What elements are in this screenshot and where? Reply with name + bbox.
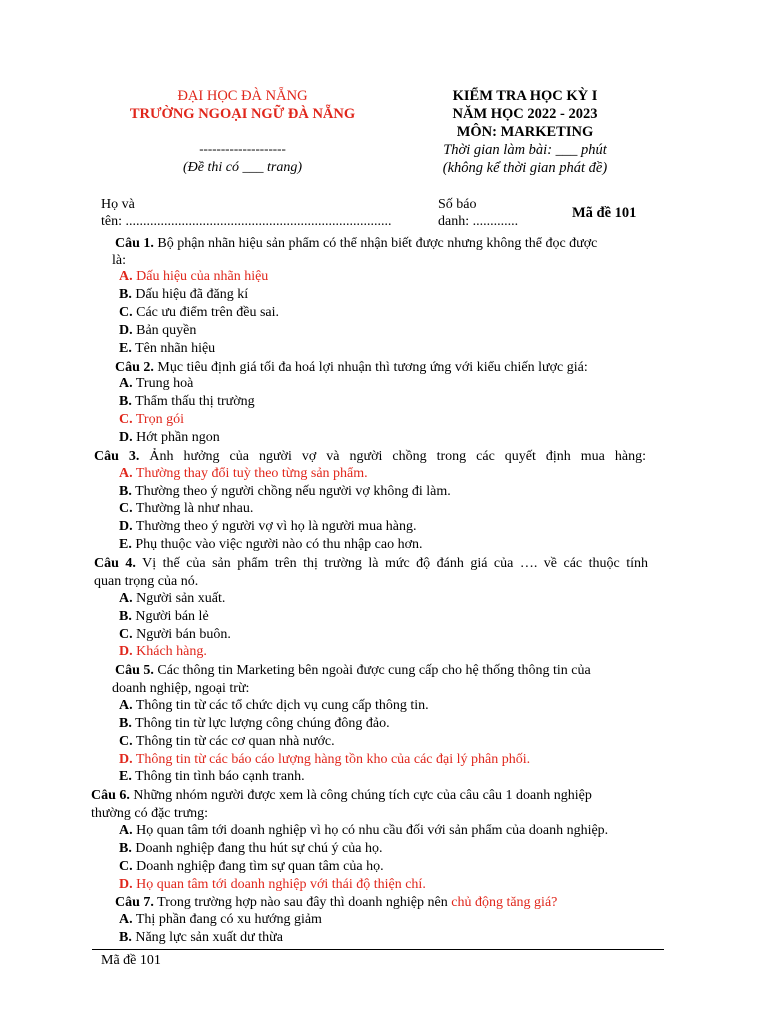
id-field: danh: ............. (438, 214, 519, 229)
option-b: B. Thường theo ý người chồng nếu người vợ không đi làm. (119, 484, 451, 499)
exam-duration: Thời gian làm bài: ___ phút (443, 142, 607, 158)
exam-code: Mã đề 101 (572, 205, 637, 221)
option-d: D. Thông tin từ các báo cáo lượng hàng tồn kho của các đại lý phân phối. (119, 752, 531, 767)
option-b: B. Thông tin từ lực lượng công chúng đông đảo. (119, 716, 390, 731)
question-highlight: chủ động tăng giá? (451, 895, 558, 910)
question-text: Những nhóm người được xem là công chúng tích cực của câu câu 1 doanh nghiệp (133, 788, 592, 803)
question-2 (115, 359, 588, 376)
option-d: D. Thường theo ý người vợ vì họ là người mua hàng. (119, 519, 417, 534)
option-d: D. Khách hàng. (119, 644, 207, 659)
footer-rule (92, 949, 664, 950)
university-name: ĐẠI HỌC ĐÀ NẴNG (177, 88, 308, 104)
option-c: C. Doanh nghiệp đang tìm sự quan tâm của họ. (119, 859, 384, 874)
question-text: Ảnh hưởng của người vợ và người chồng trong các quyết định mua hàng: (149, 449, 647, 464)
option-a: A. Thường thay đổi tuỳ theo từng sản phẩm. (119, 466, 368, 481)
question-text-continued: thường có đặc trưng: (91, 806, 209, 821)
duration-note: (không kể thời gian phát đề) (442, 160, 608, 176)
option-b: B. Doanh nghiệp đang thu hút sự chú ý của họ. (119, 841, 383, 856)
option-b: B. Thẩm thấu thị trường (119, 394, 255, 409)
footer-exam-code: Mã đề 101 (101, 953, 161, 968)
question-text: Trong trường hợp nào sau đây thì doanh nghiệp nên (157, 895, 452, 910)
option-a: A. Thông tin từ các tổ chức dịch vụ cung cấp thông tin. (119, 698, 429, 713)
option-a: A. Trung hoà (119, 376, 194, 391)
question-text-continued: doanh nghiệp, ngoại trừ: (112, 681, 250, 696)
question-text-continued: là: (112, 253, 126, 268)
option-b: B. Dấu hiệu đã đăng kí (119, 287, 249, 302)
question-text: Bộ phận nhãn hiệu sản phẩm có thể nhận biết được nhưng không thể đọc được (157, 236, 598, 251)
school-year: NĂM HỌC 2022 - 2023 (452, 106, 598, 122)
option-c: C. Trọn gói (119, 412, 184, 427)
option-e: E. Tên nhãn hiệu (119, 341, 216, 356)
question-number: Câu 4. (94, 556, 136, 571)
question-number: Câu 5. (115, 663, 154, 678)
option-c: C. Thông tin từ các cơ quan nhà nước. (119, 734, 335, 749)
id-label: Số báo (438, 197, 477, 212)
question-1 (115, 235, 597, 252)
question-text: Các thông tin Marketing bên ngoài được cung cấp cho hệ thống thông tin của (157, 663, 591, 678)
school-name: TRƯỜNG NGOẠI NGỮ ĐÀ NẴNG (129, 106, 356, 122)
option-d: D. Hớt phần ngon (119, 430, 220, 445)
exam-title: KIỂM TRA HỌC KỲ I (452, 88, 598, 104)
name-label: Họ và (101, 197, 135, 212)
question-number: Câu 2. (115, 360, 154, 375)
question-text-continued: quan trọng của nó. (94, 574, 199, 589)
name-field: tên: ............................................................................ (101, 214, 392, 229)
option-e: E. Phụ thuộc vào việc người nào có thu nhập cao hơn. (119, 537, 423, 552)
option-c: C. Các ưu điểm trên đều sai. (119, 305, 280, 320)
question-5 (115, 662, 591, 679)
option-a: A. Người sản xuất. (119, 591, 226, 606)
question-text: Mục tiêu định giá tối đa hoá lợi nhuận thì tương ứng với kiểu chiến lược giá: (157, 360, 588, 375)
option-b: B. Năng lực sản xuất dư thừa (119, 930, 283, 945)
question-number: Câu 6. (91, 788, 130, 803)
option-d: D. Bản quyền (119, 323, 197, 338)
option-b: B. Người bán lẻ (119, 609, 209, 624)
option-c: C. Thường là như nhau. (119, 501, 254, 516)
header-separator: -------------------- (199, 141, 286, 156)
question-4 (94, 555, 648, 572)
option-a: A. Họ quan tâm tới doanh nghiệp vì họ có nhu cầu đối với sản phẩm của doanh nghiệp. (119, 823, 609, 838)
option-a: A. Dấu hiệu của nhãn hiệu (119, 269, 269, 284)
question-number: Câu 1. (115, 236, 154, 251)
pages-note: (Đề thi có ___ trang) (183, 160, 302, 175)
option-c: C. Người bán buôn. (119, 627, 231, 642)
option-d: D. Họ quan tâm tới doanh nghiệp với thái độ thiện chí. (119, 877, 426, 892)
question-3 (94, 448, 646, 465)
option-a: A. Thị phần đang có xu hướng giảm (119, 912, 322, 927)
question-6 (91, 787, 592, 804)
option-e: E. Thông tin tình báo cạnh tranh. (119, 769, 305, 784)
subject: MÔN: MARKETING (456, 124, 594, 140)
question-number: Câu 7. (115, 895, 154, 910)
question-text: Vị thế của sản phẩm trên thị trường là mức độ đánh giá của …. về các thuộc tính (142, 556, 648, 571)
question-7 (115, 894, 557, 911)
question-number: Câu 3. (94, 449, 140, 464)
